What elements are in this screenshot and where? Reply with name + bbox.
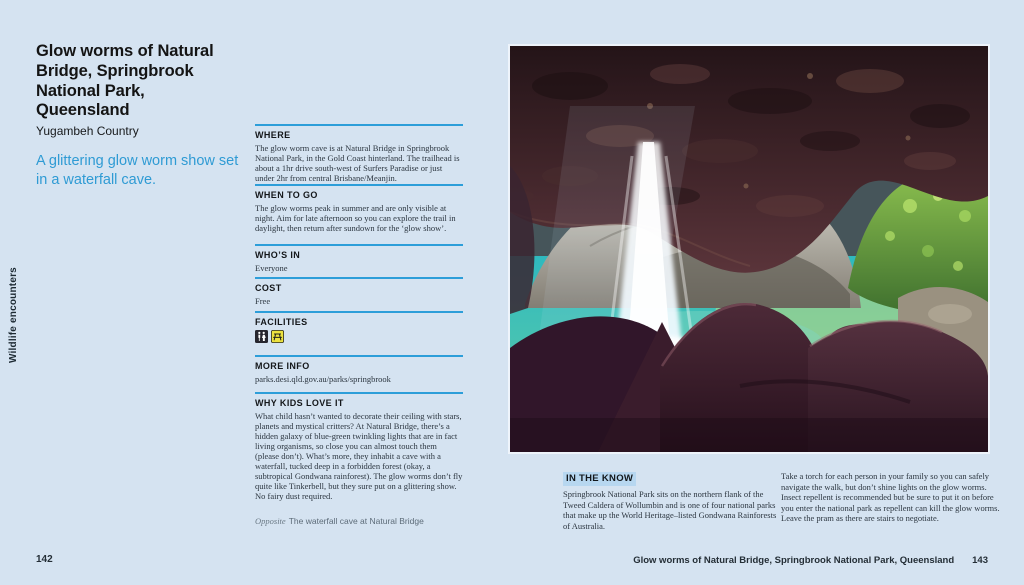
section-body: Free — [255, 295, 271, 306]
section-heading: WHY KIDS LOVE IT — [255, 398, 344, 408]
cave-waterfall-illustration — [510, 46, 988, 452]
section-whos-in — [255, 244, 463, 273]
toilets-icon — [255, 330, 268, 343]
section-heading: MORE INFO — [255, 361, 310, 371]
section-heading: COST — [255, 283, 282, 293]
more-info-url: parks.desi.qld.gov.au/parks/springbrook — [255, 373, 391, 384]
chapter-category-label: Wildlife encounters — [8, 267, 19, 363]
in-the-know-body: Springbrook National Park sits on the northern flank of the Tweed Caldera of Wollumbin and is one of four national parks that make up the World Heritage–listed Gondwana Rainforests of Australia. — [563, 489, 777, 531]
picnic-table-icon — [271, 330, 284, 343]
section-when-to-go — [255, 184, 463, 233]
caption-label: Opposite — [255, 516, 286, 526]
footer-article-title: Glow worms of Natural Bridge, Springbrook National Park, Queensland — [633, 555, 955, 566]
section-heading: FACILITIES — [255, 317, 308, 327]
article-title: Glow worms of Natural Bridge, Springbrook National Park, Queensland — [36, 42, 214, 120]
facility-icon-row — [255, 330, 463, 343]
footer-right — [510, 555, 988, 566]
photo-caption — [255, 516, 463, 526]
section-facilities — [255, 311, 463, 343]
section-more-info — [255, 355, 463, 384]
section-where — [255, 124, 463, 183]
section-body: What child hasn’t wanted to decorate their ceiling with stars, planets and mystical critters? At Natural Bridge, there’s a hidden galaxy of blue-green twinkling lights that are in fact living organisms, so close you can almost touch them (please don’t). What’s more, they inhabit a cave with a waterfall, tucked deep in a forbidden forest (okay, a subtropical Gondwana rainforest). The glow worms don’t fly quite like Tinkerbell, but they sure put on a glittering show. No fairy dust required. — [255, 410, 463, 501]
section-heading: WHO’S IN — [255, 250, 301, 260]
article-tagline: A glittering glow worm show set in a waterfall cave. — [36, 153, 239, 188]
article-header — [36, 42, 242, 189]
tips-paragraph: Take a torch for each person in your family so you can safely navigate the walk, but don’t shine lights on the glow worms. Insect repellent is recommended but be sure to put it on before you enter the national park as repellent can kill the glow worms. Leave the pram as there are stairs to negotiate. — [781, 471, 1000, 523]
section-body: The glow worms peak in summer and are only visible at night. Aim for late afternoon so you can explore the trail in daylight, then return after sundown for the ‘glow show’. — [255, 202, 456, 233]
section-why-kids-love-it — [255, 392, 463, 501]
page-number-right: 143 — [972, 555, 988, 566]
section-heading: WHERE — [255, 130, 291, 140]
in-the-know-heading: IN THE KNOW — [563, 472, 636, 486]
country-label: Yugambeh Country — [36, 124, 139, 139]
section-cost — [255, 277, 463, 306]
page-number-left: 142 — [36, 554, 53, 565]
caption-text: The waterfall cave at Natural Bridge — [288, 516, 424, 526]
in-the-know-block — [563, 468, 779, 531]
section-body: Everyone — [255, 262, 288, 273]
section-heading: WHEN TO GO — [255, 190, 318, 200]
cave-waterfall-photo — [508, 44, 990, 454]
section-body: The glow worm cave is at Natural Bridge in Springbrook National Park, in the Gold Coast hinterland. The trailhead is about a 1hr drive south-west of Surfers Paradise or just under 2hr from central Brisbane/Meanjin. — [255, 142, 460, 183]
